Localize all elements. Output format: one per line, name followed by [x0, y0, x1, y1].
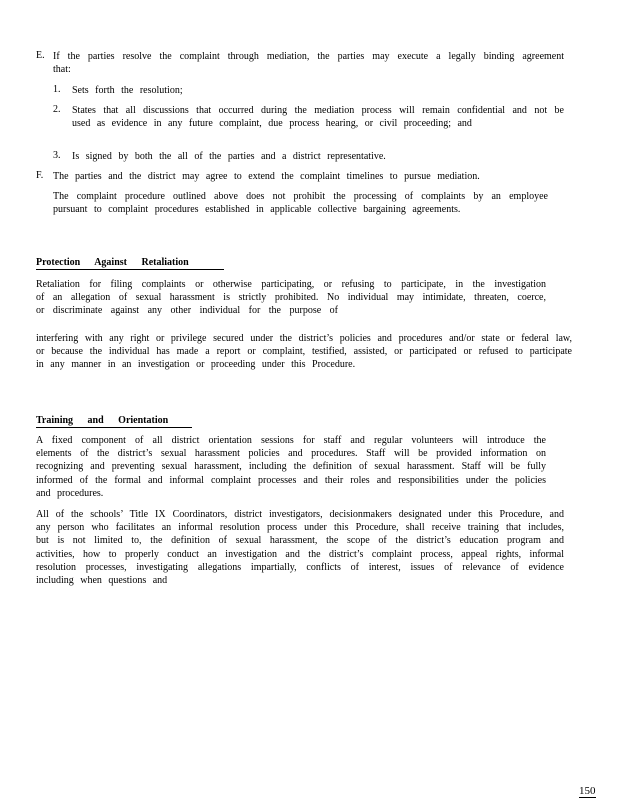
section-heading-training: Training and Orientation: [36, 415, 192, 428]
list-item-text: Is signed by both the all of the parties and a district representative.: [72, 151, 386, 162]
complaint-procedure-paragraph: The complaint procedure outlined above does not prohibit the processing of complaints by an employee pursuant to complaint procedures established in applicable collective bargaining agreements.: [53, 191, 548, 216]
list-marker: 3.: [53, 150, 61, 161]
page-number: 150: [579, 785, 596, 797]
list-marker: F.: [36, 170, 44, 181]
list-marker: 2.: [53, 104, 61, 115]
list-item-text: If the parties resolve the complaint through mediation, the parties may execute a legally binding agreement that:: [53, 51, 564, 76]
list-marker: 1.: [53, 84, 61, 95]
training-paragraph-2: All of the schools’ Title IX Coordinators, district investigators, decisionmakers designated under this Procedure, and any person who facilitates an informal resolution process under this Procedure, shall receive training that includes, but is not limited to, the definition of sexual harassment, the scope of the district’s education program and activities, how to properly conduct an investigation and the district’s complaint process, appeal rights, informal resolution processes, investigating allegations impartially, conflicts of interest, issues of relevance of evidence including when questions and: [36, 509, 564, 587]
list-marker: E.: [36, 50, 45, 61]
training-paragraph-1: A fixed component of all district orientation sessions for staff and regular volunteers will introduce the elements of the district’s sexual harassment policies and procedures. Staff will be provided information on recognizing and preventing sexual harassment, including the definition of sexual harassment. Staff will be fully informed of the formal and informal complaint processes and their roles and responsibilities under the policies and procedures.: [36, 435, 546, 499]
list-item-text: States that all discussions that occurred during the mediation process will remain confidential and not be used as evidence in any future complaint, due process hearing, or civil proceeding; and: [72, 105, 564, 130]
list-item-text: The parties and the district may agree to extend the complaint timelines to pursue mediation.: [53, 171, 480, 182]
retaliation-paragraph-2: interfering with any right or privilege secured under the district’s policies and procedures and/or state or federal law, or because the individual has made a report or complaint, testified, assisted, or participated or refused to participate in any manner in an investigation or proceeding under this Procedure.: [36, 333, 572, 371]
list-item-text: Sets forth the resolution;: [72, 85, 183, 96]
section-heading-retaliation: Protection Against Retaliation: [36, 257, 224, 270]
retaliation-paragraph-1: Retaliation for filing complaints or otherwise participating, or refusing to participate, in the investigation of an allegation of sexual harassment is strictly prohibited. No individual may intimidate, threaten, coerce, or discriminate against any other individual for the purpose of: [36, 279, 546, 317]
